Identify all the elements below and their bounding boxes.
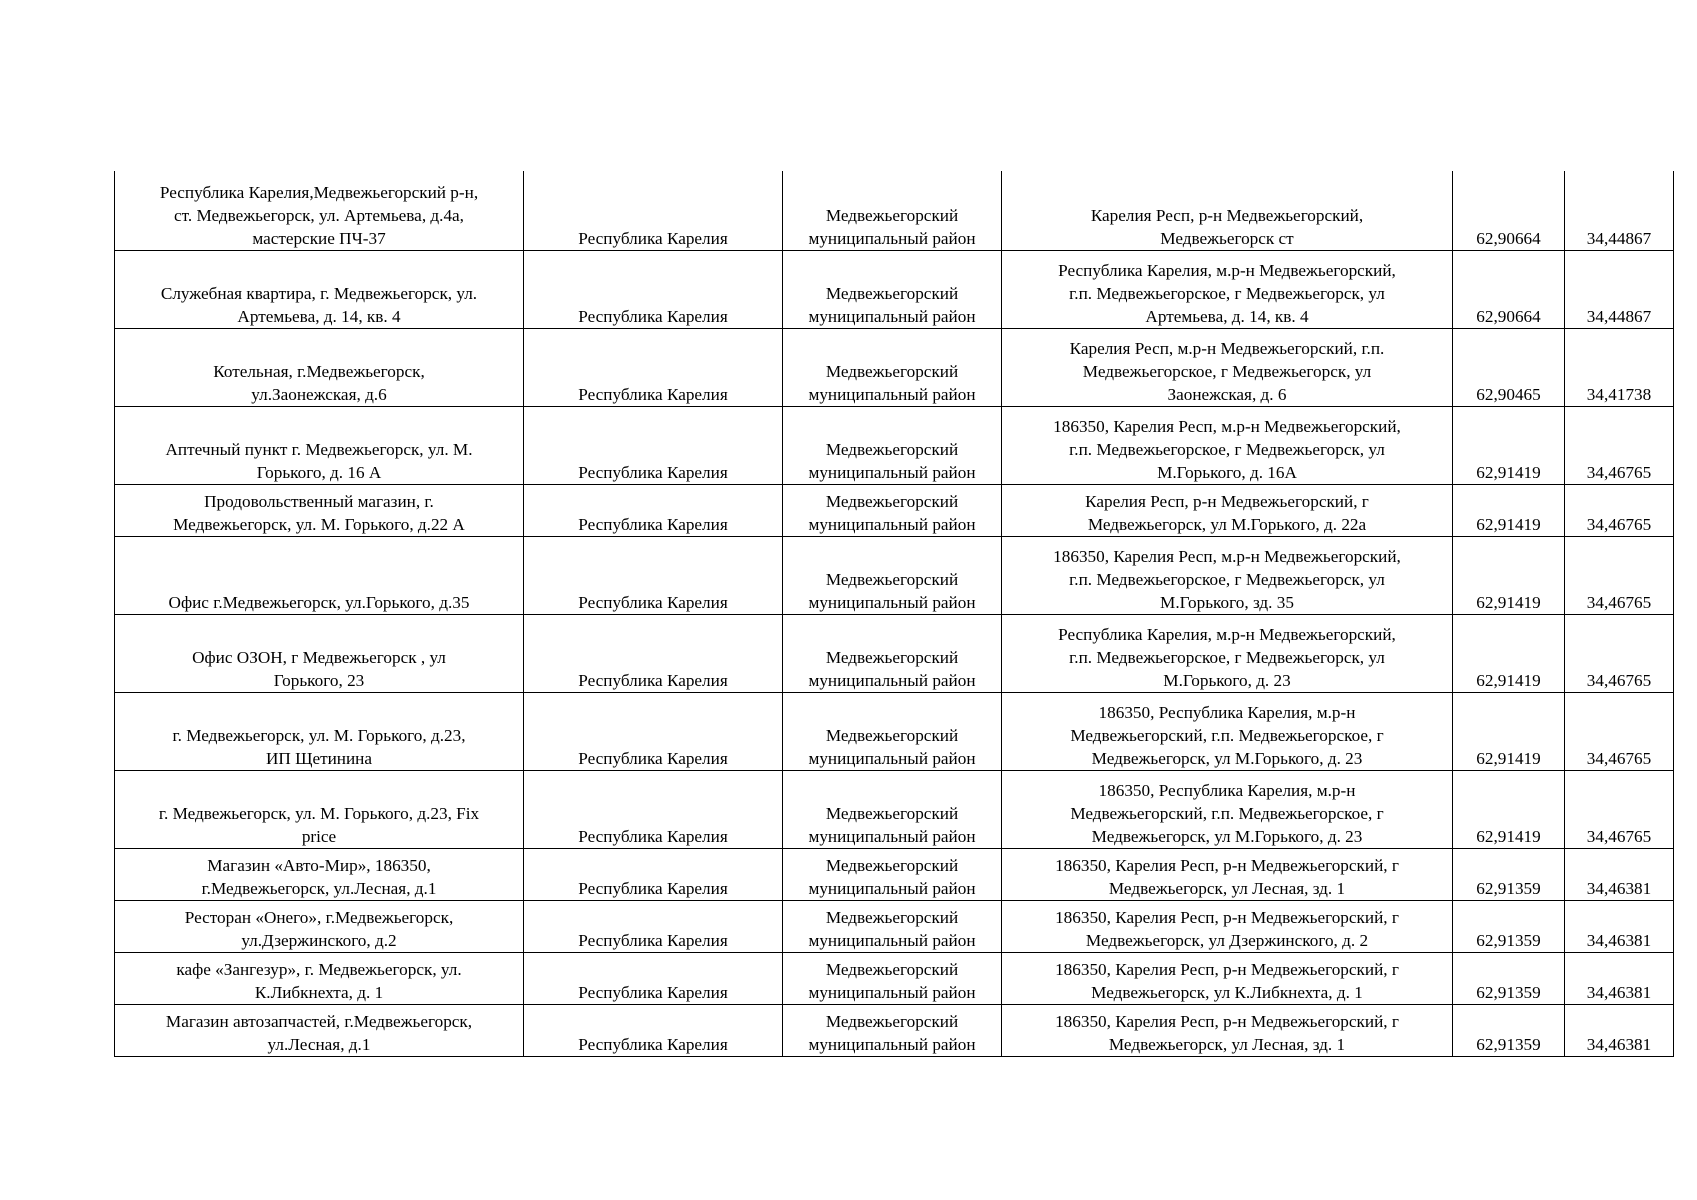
object-name-cell: г. Медвежьегорск, ул. М. Горького, д.23, ИП Щетинина [115,692,524,770]
region-cell: Республика Карелия [524,484,783,536]
region-cell: Республика Карелия [524,406,783,484]
address-cell: Республика Карелия, м.р-н Медвежьегорский, г.п. Медвежьегорское, г Медвежьегорск, ул М.Горького, д. 23 [1002,614,1453,692]
longitude-cell: 34,46381 [1565,1004,1674,1056]
latitude-cell: 62,90664 [1453,250,1565,328]
address-cell: Республика Карелия, м.р-н Медвежьегорский, г.п. Медвежьегорское, г Медвежьегорск, ул Артемьева, д. 14, кв. 4 [1002,250,1453,328]
district-cell: Медвежьегорский муниципальный район [783,250,1002,328]
region-cell: Республика Карелия [524,952,783,1004]
district-cell: Медвежьегорский муниципальный район [783,614,1002,692]
address-cell: 186350, Карелия Респ, м.р-н Медвежьегорский, г.п. Медвежьегорское, г Медвежьегорск, ул М.Горького, зд. 35 [1002,536,1453,614]
region-cell: Республика Карелия [524,848,783,900]
region-cell: Республика Карелия [524,900,783,952]
latitude-cell: 62,91419 [1453,614,1565,692]
latitude-cell: 62,91419 [1453,536,1565,614]
table-row [115,692,1674,770]
latitude-cell: 62,91359 [1453,848,1565,900]
longitude-cell: 34,46765 [1565,692,1674,770]
latitude-cell: 62,91419 [1453,770,1565,848]
latitude-cell: 62,91359 [1453,952,1565,1004]
address-cell: 186350, Карелия Респ, м.р-н Медвежьегорский, г.п. Медвежьегорское, г Медвежьегорск, ул М.Горького, д. 16А [1002,406,1453,484]
region-cell: Республика Карелия [524,328,783,406]
longitude-cell: 34,46765 [1565,770,1674,848]
latitude-cell: 62,90664 [1453,171,1565,250]
table-row [115,250,1674,328]
region-cell: Республика Карелия [524,614,783,692]
object-name-cell: г. Медвежьегорск, ул. М. Горького, д.23, Fix price [115,770,524,848]
region-cell: Республика Карелия [524,250,783,328]
table-row [115,406,1674,484]
address-cell: 186350, Карелия Респ, р-н Медвежьегорский, г Медвежьегорск, ул К.Либкнехта, д. 1 [1002,952,1453,1004]
object-name-cell: Магазин «Авто-Мир», 186350, г.Медвежьегорск, ул.Лесная, д.1 [115,848,524,900]
address-cell: Карелия Респ, м.р-н Медвежьегорский, г.п. Медвежьегорское, г Медвежьегорск, ул Заонежская, д. 6 [1002,328,1453,406]
latitude-cell: 62,91419 [1453,692,1565,770]
region-cell: Республика Карелия [524,692,783,770]
table-row [115,1004,1674,1056]
district-cell: Медвежьегорский муниципальный район [783,328,1002,406]
longitude-cell: 34,41738 [1565,328,1674,406]
latitude-cell: 62,91359 [1453,1004,1565,1056]
table-row [115,328,1674,406]
address-cell: 186350, Республика Карелия, м.р-н Медвежьегорский, г.п. Медвежьегорское, г Медвежьегорск, ул М.Горького, д. 23 [1002,770,1453,848]
object-name-cell: Магазин автозапчастей, г.Медвежьегорск, ул.Лесная, д.1 [115,1004,524,1056]
longitude-cell: 34,46765 [1565,484,1674,536]
region-cell: Республика Карелия [524,171,783,250]
district-cell: Медвежьегорский муниципальный район [783,900,1002,952]
longitude-cell: 34,44867 [1565,171,1674,250]
district-cell: Медвежьегорский муниципальный район [783,484,1002,536]
district-cell: Медвежьегорский муниципальный район [783,770,1002,848]
address-cell: Карелия Респ, р-н Медвежьегорский, г Медвежьегорск, ул М.Горького, д. 22а [1002,484,1453,536]
table-body [115,171,1674,1056]
latitude-cell: 62,91419 [1453,406,1565,484]
object-name-cell: Офис ОЗОН, г Медвежьегорск , ул Горького, 23 [115,614,524,692]
table-row [115,900,1674,952]
district-cell: Медвежьегорский муниципальный район [783,848,1002,900]
region-cell: Республика Карелия [524,1004,783,1056]
longitude-cell: 34,46765 [1565,406,1674,484]
district-cell: Медвежьегорский муниципальный район [783,692,1002,770]
table-row [115,770,1674,848]
object-name-cell: Продовольственный магазин, г. Медвежьегорск, ул. М. Горького, д.22 А [115,484,524,536]
object-name-cell: Аптечный пункт г. Медвежьегорск, ул. М. Горького, д. 16 А [115,406,524,484]
table-row [115,536,1674,614]
longitude-cell: 34,46381 [1565,900,1674,952]
object-name-cell: кафе «Зангезур», г. Медвежьегорск, ул. К.Либкнехта, д. 1 [115,952,524,1004]
object-name-cell: Офис г.Медвежьегорск, ул.Горького, д.35 [115,536,524,614]
object-name-cell: Котельная, г.Медвежьегорск, ул.Заонежская, д.6 [115,328,524,406]
district-cell: Медвежьегорский муниципальный район [783,1004,1002,1056]
region-cell: Республика Карелия [524,770,783,848]
longitude-cell: 34,46765 [1565,536,1674,614]
longitude-cell: 34,44867 [1565,250,1674,328]
address-cell: Карелия Респ, р-н Медвежьегорский, Медвежьегорск ст [1002,171,1453,250]
address-cell: 186350, Республика Карелия, м.р-н Медвежьегорский, г.п. Медвежьегорское, г Медвежьегорск, ул М.Горького, д. 23 [1002,692,1453,770]
address-cell: 186350, Карелия Респ, р-н Медвежьегорский, г Медвежьегорск, ул Лесная, зд. 1 [1002,1004,1453,1056]
region-cell: Республика Карелия [524,536,783,614]
table-row [115,171,1674,250]
district-cell: Медвежьегорский муниципальный район [783,536,1002,614]
table-row [115,484,1674,536]
longitude-cell: 34,46381 [1565,848,1674,900]
object-name-cell: Республика Карелия,Медвежьегорский р-н, ст. Медвежьегорск, ул. Артемьева, д.4а, мастерские ПЧ-37 [115,171,524,250]
table-row [115,614,1674,692]
object-name-cell: Служебная квартира, г. Медвежьегорск, ул. Артемьева, д. 14, кв. 4 [115,250,524,328]
object-name-cell: Ресторан «Онего», г.Медвежьегорск, ул.Дзержинского, д.2 [115,900,524,952]
address-cell: 186350, Карелия Респ, р-н Медвежьегорский, г Медвежьегорск, ул Лесная, зд. 1 [1002,848,1453,900]
longitude-cell: 34,46381 [1565,952,1674,1004]
latitude-cell: 62,91359 [1453,900,1565,952]
latitude-cell: 62,91419 [1453,484,1565,536]
table-row [115,848,1674,900]
district-cell: Медвежьегорский муниципальный район [783,952,1002,1004]
objects-table [114,171,1674,1057]
district-cell: Медвежьегорский муниципальный район [783,406,1002,484]
address-cell: 186350, Карелия Респ, р-н Медвежьегорский, г Медвежьегорск, ул Дзержинского, д. 2 [1002,900,1453,952]
latitude-cell: 62,90465 [1453,328,1565,406]
longitude-cell: 34,46765 [1565,614,1674,692]
district-cell: Медвежьегорский муниципальный район [783,171,1002,250]
table-row [115,952,1674,1004]
